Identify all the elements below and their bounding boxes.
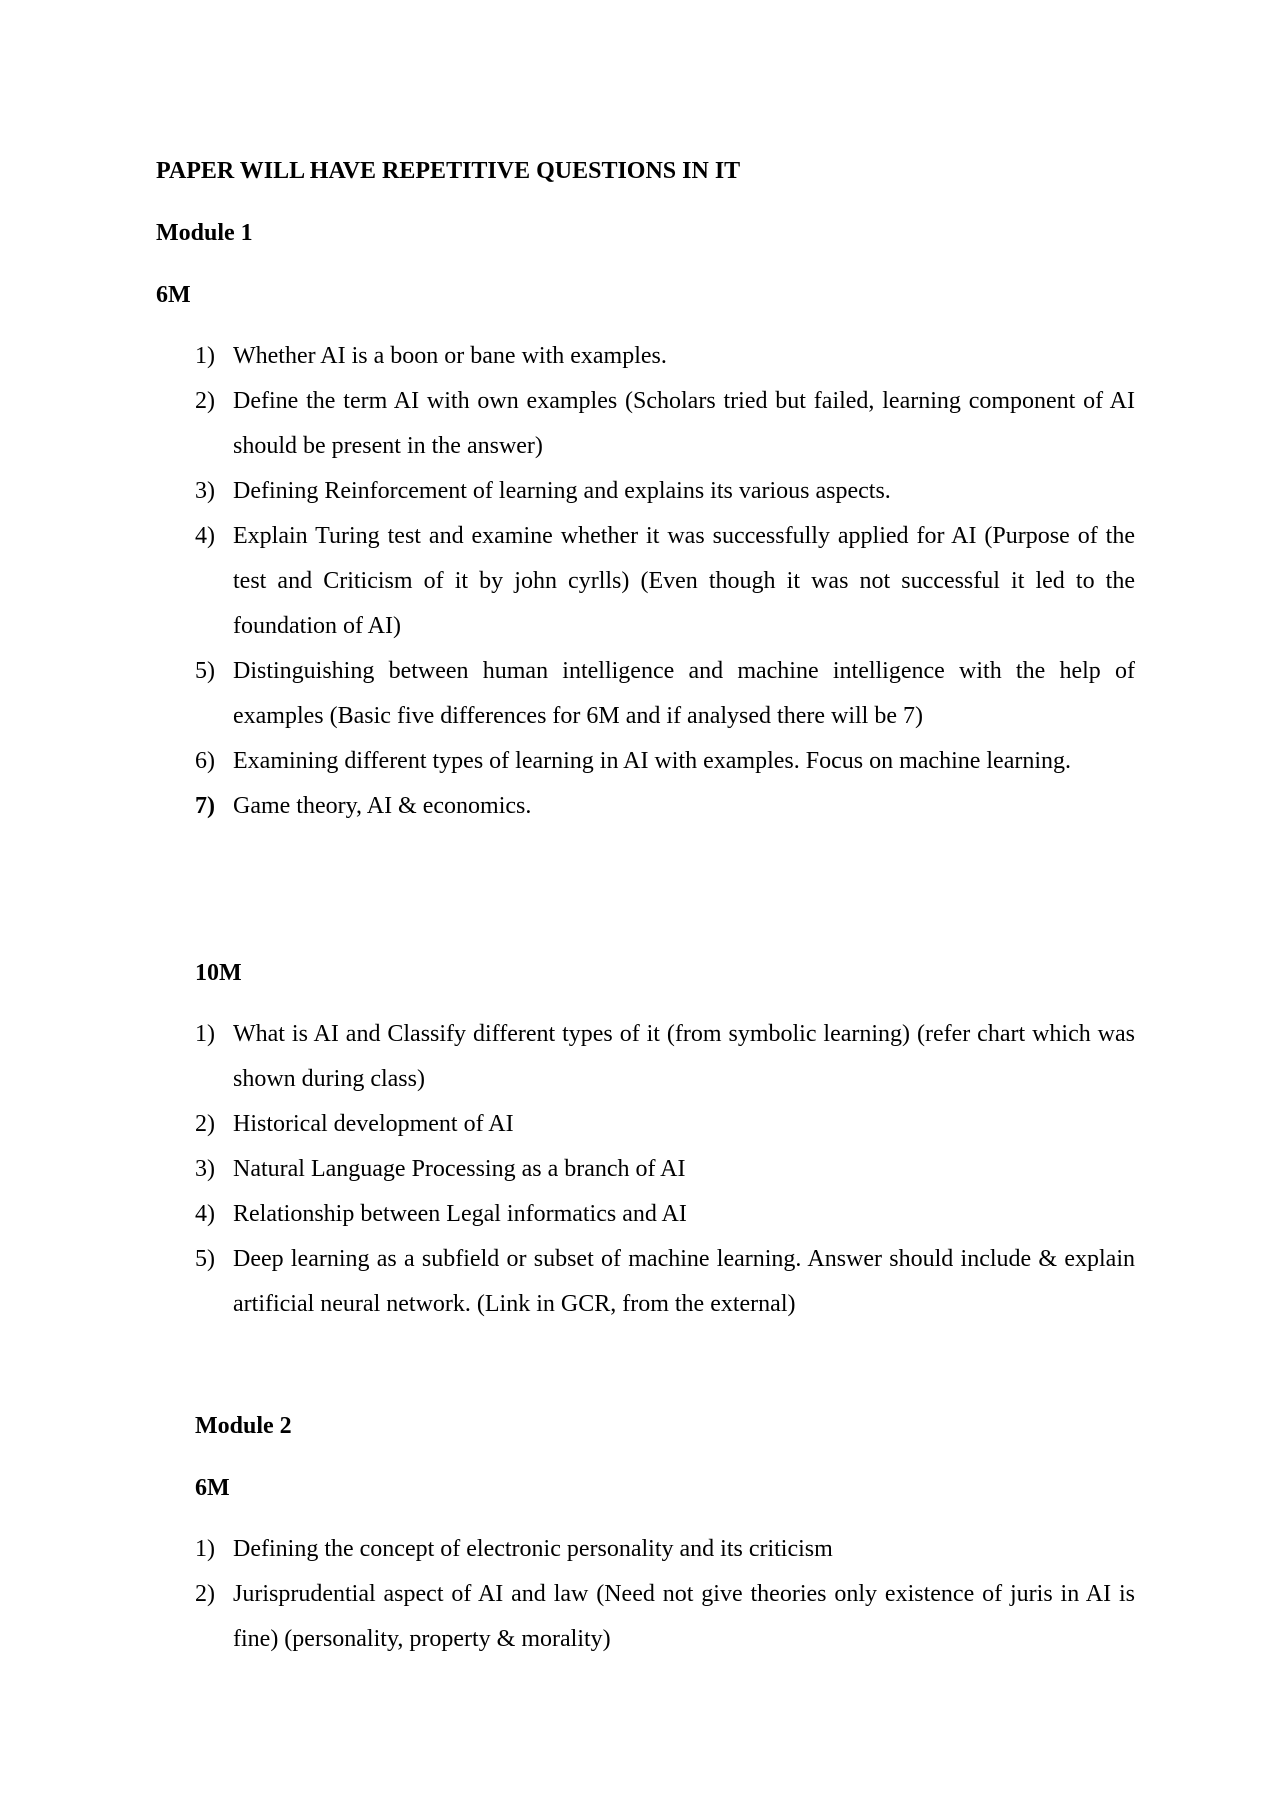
- item-text: Game theory, AI & economics.: [233, 793, 532, 819]
- item-number: 3): [195, 1156, 215, 1182]
- list-item: [195, 379, 1135, 469]
- item-text: What is AI and Classify different types of it (from symbolic learning) (refer chart which was shown during class): [233, 1021, 1135, 1092]
- module-1-6m-heading: 6M: [156, 282, 191, 308]
- item-text: Defining the concept of electronic personality and its criticism: [233, 1536, 833, 1562]
- item-text: Define the term AI with own examples (Scholars tried but failed, learning component of AI should be present in the answer): [233, 388, 1135, 459]
- item-text: Distinguishing between human intelligence and machine intelligence with the help of examples (Basic five differences for 6M and if analysed there will be 7): [233, 658, 1135, 729]
- module-2-6m-questions: [195, 1527, 1135, 1662]
- list-item: [195, 1147, 1135, 1192]
- item-number: 4): [195, 1201, 215, 1227]
- item-text: Relationship between Legal informatics and AI: [233, 1201, 687, 1227]
- list-item: [195, 469, 1135, 514]
- module-1-10m-questions: [195, 1012, 1135, 1327]
- item-number: 1): [195, 1021, 215, 1047]
- list-item: [195, 334, 1135, 379]
- module-1-heading: Module 1: [156, 220, 253, 246]
- list-item: [195, 1572, 1135, 1662]
- item-number: 1): [195, 343, 215, 369]
- module-2-6m-heading: 6M: [195, 1475, 230, 1501]
- item-number: 1): [195, 1536, 215, 1562]
- list-item: [195, 784, 1135, 829]
- item-text: Whether AI is a boon or bane with examples.: [233, 343, 667, 369]
- item-text: Jurisprudential aspect of AI and law (Need not give theories only existence of juris in AI is fine) (personality, property & morality): [233, 1581, 1135, 1652]
- module-1-6m-questions: [195, 334, 1135, 829]
- item-number: 5): [195, 658, 215, 684]
- item-number: 5): [195, 1246, 215, 1272]
- module-2-heading: Module 2: [195, 1413, 292, 1439]
- list-item: [195, 1237, 1135, 1327]
- item-number: 6): [195, 748, 215, 774]
- document-title: PAPER WILL HAVE REPETITIVE QUESTIONS IN IT: [156, 158, 741, 184]
- list-item: [195, 1192, 1135, 1237]
- item-text: Explain Turing test and examine whether it was successfully applied for AI (Purpose of the test and Criticism of it by john cyrlls) (Even though it was not successful it led to the foundation of AI): [233, 523, 1135, 639]
- item-text: Examining different types of learning in AI with examples. Focus on machine learning.: [233, 748, 1072, 774]
- item-number: 2): [195, 1111, 215, 1137]
- list-item: [195, 649, 1135, 739]
- module-1-10m-heading: 10M: [195, 960, 242, 986]
- list-item: [195, 1527, 1135, 1572]
- item-number: 3): [195, 478, 215, 504]
- item-number: 2): [195, 388, 215, 414]
- list-item: [195, 1102, 1135, 1147]
- item-number: 7): [195, 793, 215, 819]
- item-number: 2): [195, 1581, 215, 1607]
- list-item: [195, 514, 1135, 649]
- item-number: 4): [195, 523, 215, 549]
- item-text: Historical development of AI: [233, 1111, 514, 1137]
- list-item: [195, 1012, 1135, 1102]
- item-text: Natural Language Processing as a branch of AI: [233, 1156, 686, 1182]
- list-item: [195, 739, 1135, 784]
- item-text: Defining Reinforcement of learning and explains its various aspects.: [233, 478, 891, 504]
- item-text: Deep learning as a subfield or subset of machine learning. Answer should include & explain artificial neural network. (Link in GCR, from the external): [233, 1246, 1135, 1317]
